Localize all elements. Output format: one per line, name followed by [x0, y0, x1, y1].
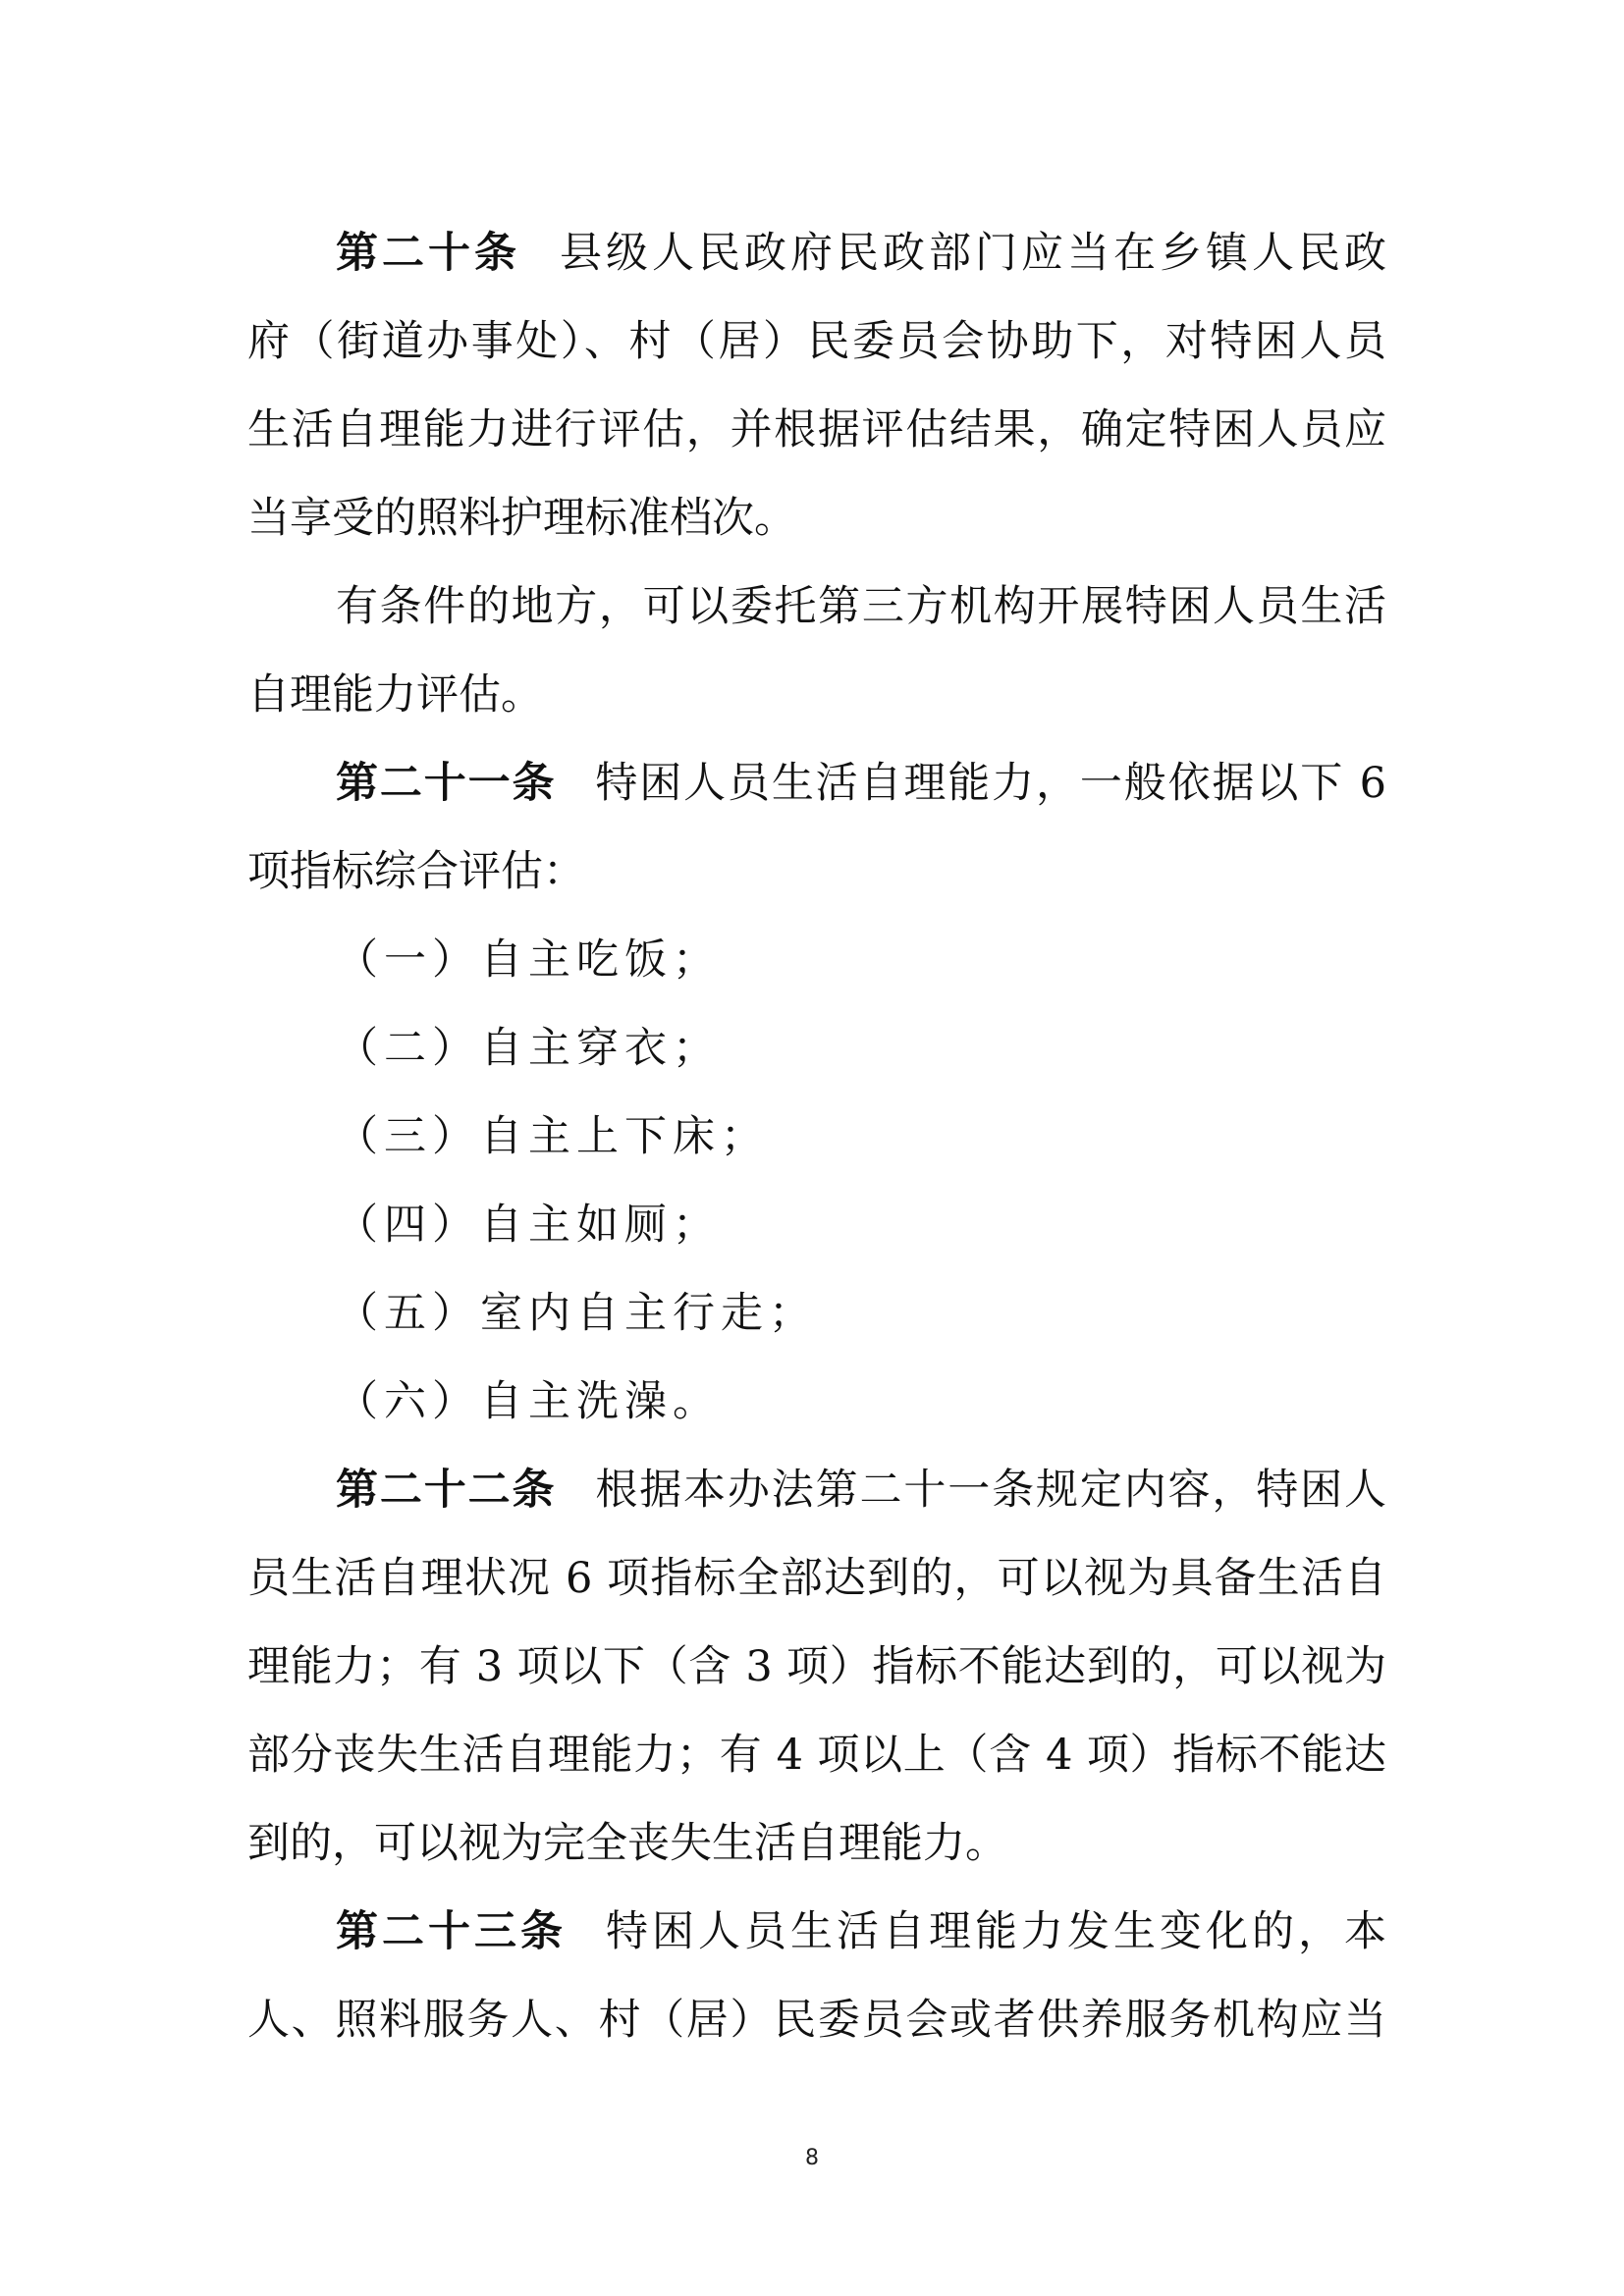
list-item: （二）自主穿衣； [336, 1024, 721, 1073]
list-item: （五）室内自主行走； [336, 1289, 817, 1338]
article-22-text-1: 根据本办法第二十一条规定内容，特困人 [595, 1466, 1387, 1515]
article-23-line-1 [336, 1902, 1386, 1961]
article-20-line-1 [336, 224, 1386, 283]
article-20-line-3: 生活自理能力进行评估，并根据评估结果，确定特困人员应 [247, 405, 1386, 454]
article-20-para-2-line-1: 有条件的地方，可以委托第三方机构开展特困人员生活 [336, 582, 1386, 631]
article-23-text-1: 特困人员生活自理能力发生变化的，本 [606, 1907, 1386, 1956]
list-item: （一）自主吃饭； [336, 935, 721, 985]
list-item: （三）自主上下床； [336, 1112, 769, 1161]
article-21-text-1: 特困人员生活自理能力，一般依据以下 6 [595, 759, 1386, 808]
list-item: （四）自主如厕； [336, 1201, 721, 1250]
article-22-line-5: 到的，可以视为完全丧失生活自理能力。 [247, 1819, 1007, 1868]
article-20-label: 第二十条 [336, 229, 520, 278]
article-21-line-2: 项指标综合评估： [247, 847, 585, 896]
article-22-line-4: 部分丧失生活自理能力；有 4 项以上（含 4 项）指标不能达 [247, 1731, 1386, 1780]
article-23-label: 第二十三条 [336, 1907, 567, 1956]
list-item: （六）自主洗澡。 [336, 1377, 721, 1426]
article-21-label: 第二十一条 [336, 759, 557, 808]
article-23-line-2: 人、照料服务人、村（居）民委员会或者供养服务机构应当 [247, 1996, 1386, 2045]
article-21-line-1 [336, 754, 1386, 813]
article-20-para-2-line-2: 自理能力评估。 [247, 670, 543, 720]
article-20-line-4: 当享受的照料护理标准档次。 [247, 494, 796, 543]
article-22-label: 第二十二条 [336, 1466, 557, 1515]
article-22-line-1 [336, 1461, 1386, 1520]
article-20-line-2: 府（街道办事处）、村（居）民委员会协助下，对特困人员 [247, 317, 1386, 366]
article-20-text-1: 县级人民政府民政部门应当在乡镇人民政 [560, 229, 1386, 278]
article-22-line-3: 理能力；有 3 项以下（含 3 项）指标不能达到的，可以视为 [247, 1642, 1386, 1691]
page-number: 8 [805, 2146, 819, 2170]
article-22-line-2: 员生活自理状况 6 项指标全部达到的，可以视为具备生活自 [247, 1554, 1386, 1603]
